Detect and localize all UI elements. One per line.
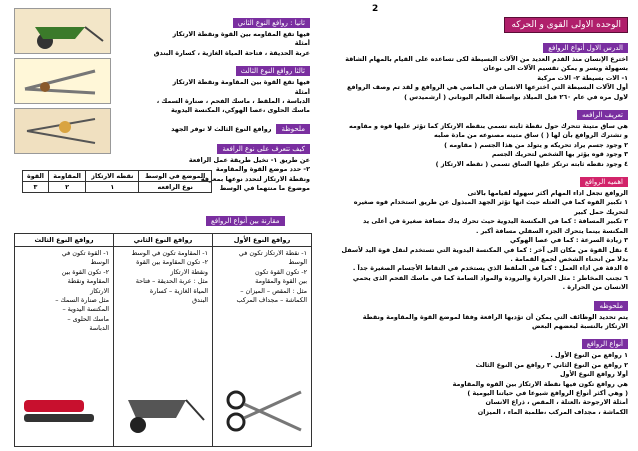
left-column	[118, 10, 310, 193]
note-text-left: روافع النوع الثالث لا توفر الجهد	[171, 124, 272, 133]
compare-line: ٢- تكون القوة تكون	[254, 267, 307, 276]
compare-line: ١- نقطة الارتكاز تكون في	[238, 249, 307, 257]
stapler-illustration	[24, 400, 94, 422]
text-line: ١ تكبير القوه كما في العتله حيث انها تؤثر الجهد المبذول عن طريق استخدام قوه صغيره	[353, 198, 628, 207]
compare-line: مثل : المقص – الميزان –	[240, 286, 307, 295]
note-header-left: ملحوظة	[276, 124, 310, 134]
compare-text-third	[15, 247, 113, 336]
compare-title-second: روافع النوع الثاني	[114, 234, 212, 247]
text-line: هي ساق متينة تتحرك حول نقطة ثابته تسمي بنقطه الارتكاز كما تؤثر عليها قوه و مقاومه	[349, 122, 628, 131]
compare-header: مقارنة بين أنواع الروافع	[206, 216, 285, 226]
compare-text-second	[114, 247, 212, 307]
table-header-cell: الموضع في الوسط	[139, 171, 212, 182]
text-line: يتم تحديد الوظائف التي يمكن أن تؤديها الرافعة وفقا لموضع القوة والمقاومة ونقطة	[362, 312, 628, 321]
text-line: ٢ وجود جسم يراد تحريكه و يتولد من هذا الجسم ( مقاومه )	[444, 140, 628, 149]
compare-text-first	[213, 247, 311, 307]
compare-line: ١- القوة تكون في	[61, 249, 109, 257]
table-cell: ٣	[23, 182, 49, 193]
text-line: لاول مره في عام ٢٦٠ قبل الميلاد بواسطة العالم اليوناني ( أرشميدس )	[404, 92, 628, 101]
scissors-illustration	[228, 392, 301, 430]
text-line: ١ روافع من النوع الأول .	[550, 351, 628, 360]
text-line: فيها تقع القوة بين المقاومة ونقطة الارتكاز	[172, 78, 310, 87]
how-header: كيف تتعرف على نوع الرافعة	[217, 144, 310, 154]
tweezers-illustration	[14, 108, 111, 154]
compare-line: الدباسة	[89, 324, 109, 333]
text-line: أمثلة	[294, 39, 310, 48]
text-line: الكماشة ، مجداف المركب ،طلمبة الماء ، الميزان	[477, 407, 628, 416]
text-line: لتحريك حمل كبير	[574, 207, 628, 216]
text-line: عن طريق ١- تخيل طريقة عمل الرافعة	[188, 155, 310, 164]
compare-line: ماسك الحلوى –	[67, 314, 109, 323]
text-line: موضوع ما منتهما في الوسط	[219, 184, 310, 193]
nutcracker-illustration	[14, 58, 111, 104]
text-line: ونقطة الارتكاز لتحدد نوعها بمعرفة	[200, 174, 310, 183]
text-line: ٤ وجود نقطه ثابته ترتكز عليها الساق تسمي ( نقطه الارتكاز )	[435, 159, 628, 168]
compare-line: ونقطة الارتكاز	[170, 267, 208, 276]
compare-line: الكماشة – مجداف المركب	[236, 296, 307, 305]
compare-line: بين القوة والمقاومة	[255, 277, 307, 286]
text-line: أمثلة الارجوحة ،العتلة ، المقص ، ذراع الانسان	[485, 398, 628, 407]
text-line: ( وهي أكثر أنواع الروافع شيوعا في حياتنا اليومية )	[467, 388, 628, 397]
text-line: الدباسة ، الملقط ، ماسك الفحم ، صنارة السمك ،	[156, 97, 310, 106]
third-type-header: ثالثا روافع النوع الثالث	[236, 66, 310, 76]
compare-line: البندق	[192, 296, 208, 305]
text-line: ماسك الحلوى ،عصا الهوكي، المكنسة اليدوية	[170, 106, 310, 115]
page-number: 2	[372, 4, 379, 14]
compare-line: ٢- تكون القوة بين	[61, 267, 109, 276]
text-line: بدلا من انحناء الشخص لجمع القمامة .	[510, 254, 628, 263]
text-line: الارتكاز بالنسبة لبعضهم البعض	[532, 321, 628, 330]
importance-header: اهميه الروافع	[580, 177, 628, 187]
compare-title-third: روافع النوع الثالث	[15, 234, 113, 247]
compare-line: الوسط	[90, 258, 109, 267]
compare-line: الوسط	[288, 258, 307, 267]
third-type-text	[118, 78, 310, 116]
text-line: ٣ زيادة السرعة : كما في عصا الهوكي	[510, 236, 628, 245]
compare-line: الارتكاز	[90, 286, 109, 295]
types-text	[322, 351, 628, 417]
lesson-title: الدرس الاول أنواع الروافع	[543, 43, 628, 53]
text-line: الروافع تجعل اداء المهام أكثر سهوله لقيامها بالاتى	[467, 189, 628, 198]
text-line: ٢ روافع من النوع الثاني ٣ روافع من النوع الثالث	[475, 360, 628, 369]
text-line: ٢- حدد موضع القوة والمقاومة	[215, 165, 310, 174]
importance-text	[322, 189, 628, 292]
text-line: المكنسة بينما يتحرك الجزء السفلي مسافة أكبر .	[476, 226, 628, 235]
left-illustrations	[14, 8, 110, 158]
text-line: ١- الات بسيطة ٢- الات مركبة	[537, 73, 628, 82]
text-line: أمثلة	[294, 87, 310, 96]
compare-line: ٢- تكون المقاومة بين القوة	[136, 258, 208, 267]
text-line: فيها تقع المقاومه بين القوة ونقطة الارتكاز	[172, 30, 310, 38]
compare-line: ١- المقاومة تكون في الوسط	[131, 249, 208, 257]
text-line: عربة الحديقة ، فتاحة المياة الغازية ، كسارة البندق	[153, 48, 310, 57]
types-header: أنواع الروافع	[582, 339, 628, 349]
note-text	[322, 313, 628, 332]
wheelbarrow-illustration	[14, 8, 111, 54]
compare-line: المكنسة اليدوية –	[62, 305, 109, 314]
text-line: بسهولة ويسر و يمكن تقسيم الآلات الى نوعان	[483, 64, 628, 73]
wheelbarrow-illustration-2	[128, 400, 204, 433]
compare-title-first: روافع النوع الأول	[213, 234, 311, 247]
compare-line: مثل : عربة الحديقة – فتاحة	[135, 277, 208, 286]
text-line: هي روافع تكون فيها نقطة الارتكاز بين القوه والمقاومة	[452, 379, 628, 388]
text-line: ٣ وجود قوه يؤثر بها الشخص لتحريك الجسم	[491, 150, 628, 159]
text-line: ٦ تجنب المخاطر : مثل الحرارة والبرودة والمواد السامة كما في ماسك الفحم الذى يحمي	[352, 273, 628, 282]
text-line: ٢ تكبير المسافة : كما في المكنسة اليدوية حيث تحرك يدك مسافة صغيرة في أعلى يد	[363, 217, 628, 226]
table-header-cell: المقاومة	[48, 171, 85, 182]
definition-text	[322, 122, 628, 169]
compare-line: المقاومة ونقطة	[67, 277, 109, 286]
note-header: ملحوظه	[594, 301, 628, 311]
table-header-cell: نقطه الارتكاز	[86, 171, 139, 182]
definition-header: تعريف الرافعه	[577, 110, 628, 120]
position-table	[22, 170, 212, 193]
second-type-text	[118, 30, 310, 58]
text-line: أولا روافع النوع الأول	[559, 370, 628, 379]
text-line: الانسان من الحرارة .	[562, 283, 628, 292]
table-cell: ١	[86, 182, 139, 193]
text-line: و تشترك الروافع بأن لها ( ) ساق متينه مصنوعه من مادة صلبه	[434, 131, 628, 140]
table-header-cell: القوة	[23, 171, 49, 182]
text-line: ٤ نقل القوة من مكان الى آخر : كما في المكنسة اليدوية التي تستخدم لنقل قوة اليد لأسفل	[341, 245, 628, 254]
right-column	[322, 12, 628, 417]
second-type-header: ثانيا : روافع النوع الثاني	[233, 18, 310, 28]
compare-line: المياة الغازية – كسارة	[149, 286, 208, 295]
table-cell: نوع الرافعه	[139, 182, 212, 193]
text-line: ٥ الدقة في اداء العمل : كما في الملقط الذي يستخدم في التقاط الأجسام الصغيرة جداً .	[352, 264, 628, 273]
unit-title: الوحده الاولى القوى و الحركه	[504, 17, 628, 33]
text-line: أول الآلات البسيطة التي اخترعها الانسان في الماضي هي الروافع و لقد تم وصف الروافع	[347, 83, 628, 92]
compare-line: مثل صنارة السمك –	[55, 296, 109, 305]
text-line: اخترع الإنسان منذ القدم العديد من الآلات البسيطة لكى تساعده على القيام بالمهام الشاقة	[345, 55, 628, 63]
table-cell: ٢	[48, 182, 85, 193]
compare-illustrations	[16, 370, 310, 444]
intro-text	[322, 55, 628, 102]
